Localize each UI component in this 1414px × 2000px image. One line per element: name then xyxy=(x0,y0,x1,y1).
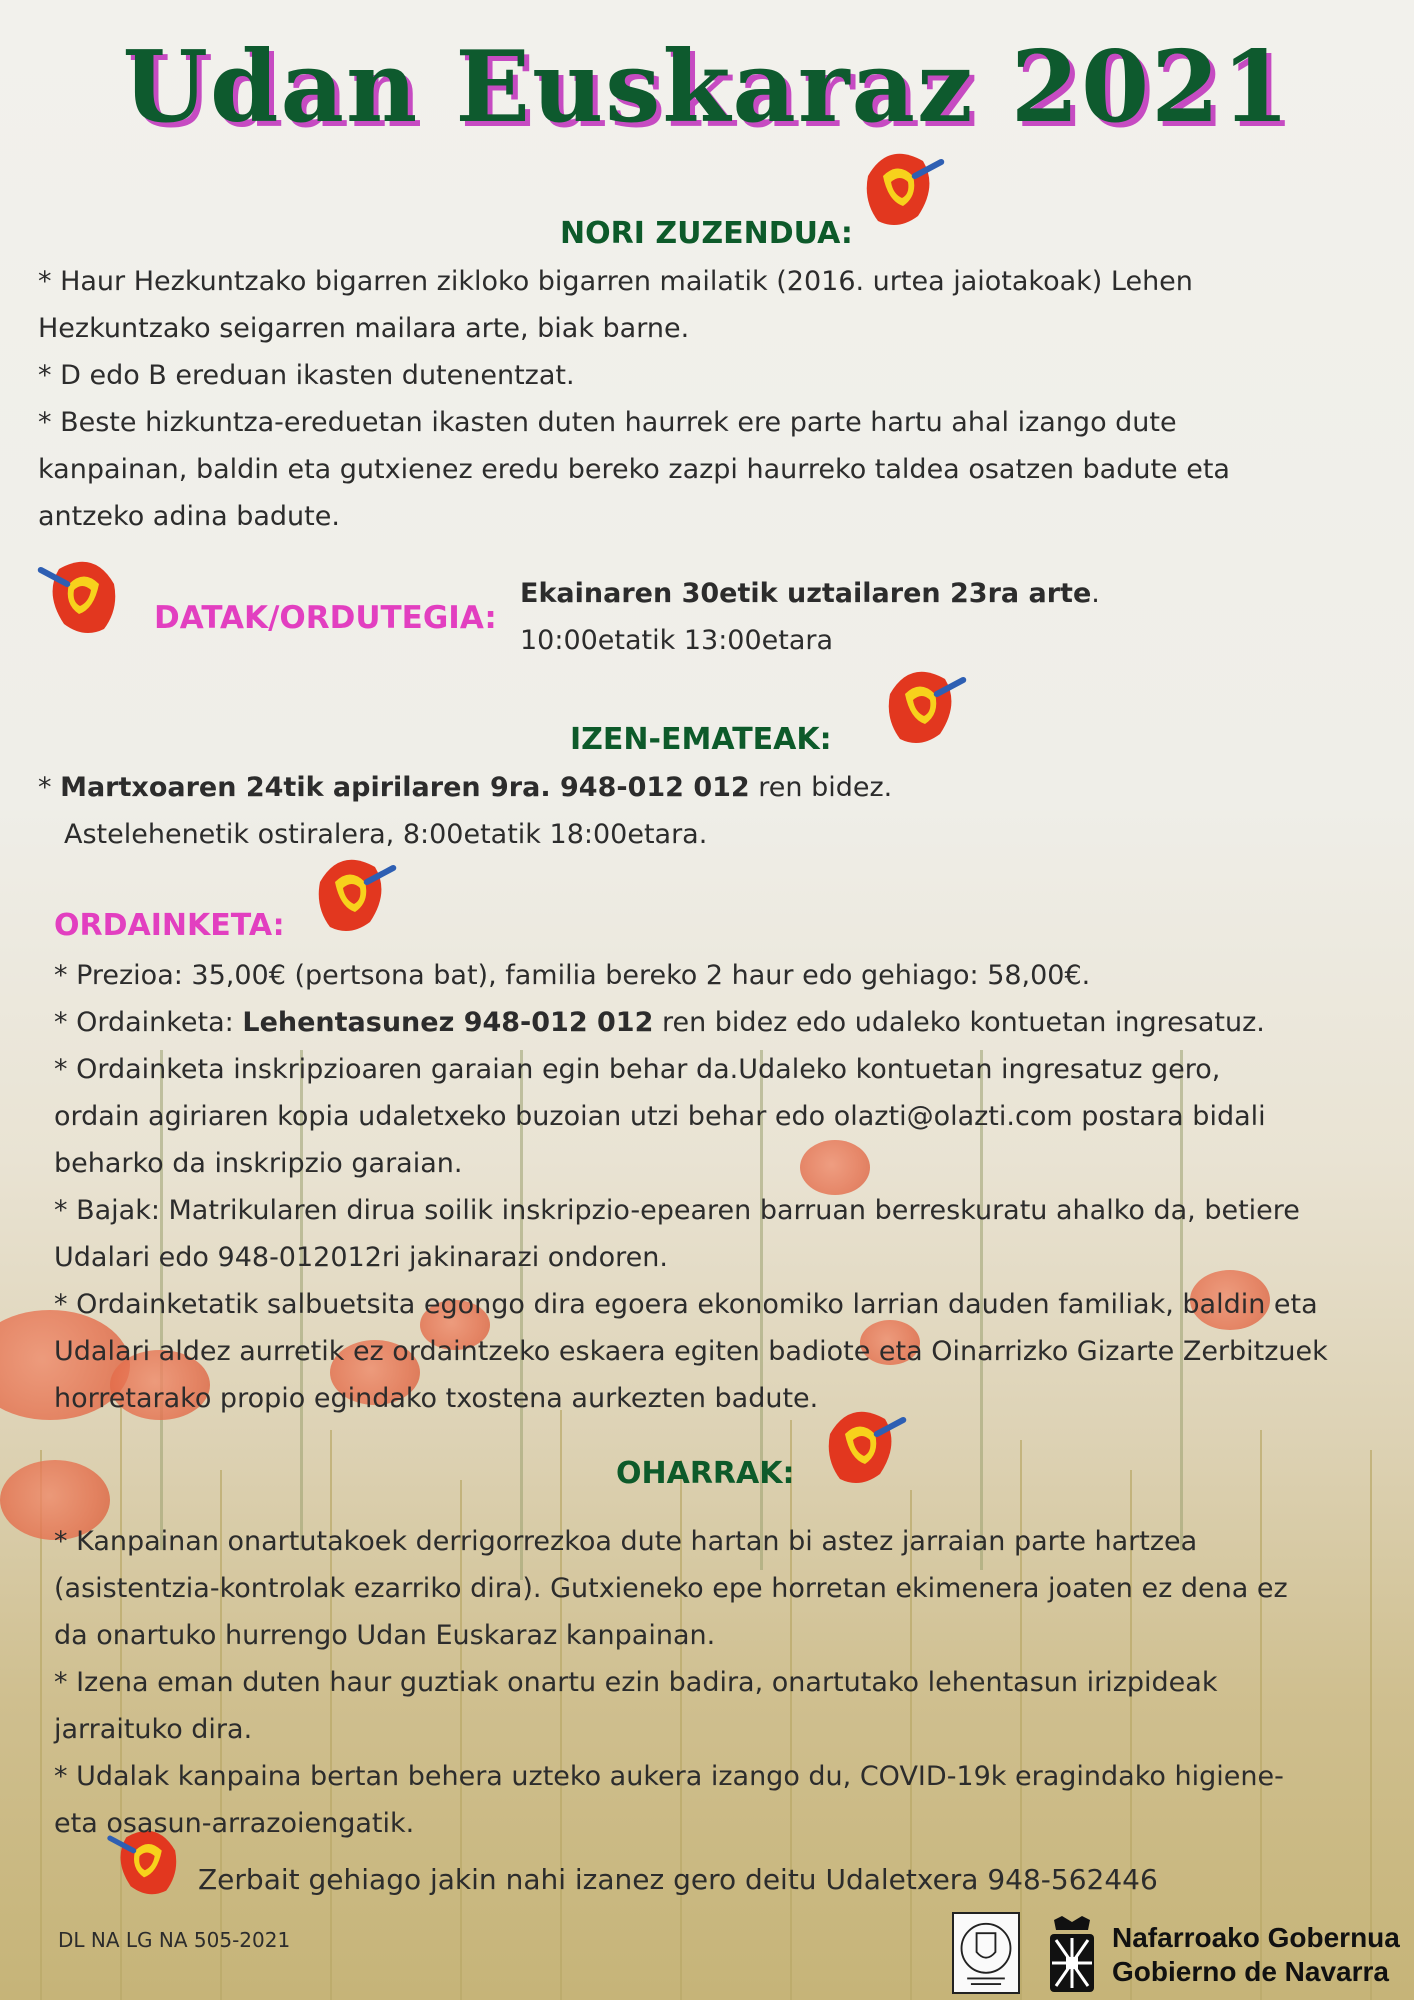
ordainketa-line: * Ordainketa inskripzioaren garaian egin behar da.Udaleko kontuetan ingresatuz gero, xyxy=(54,1054,1221,1085)
nori-line: Hezkuntzako seigarren mailara arte, biak barne. xyxy=(38,313,690,344)
gov-name-eu: Nafarroako Gobernua xyxy=(1112,1922,1400,1953)
ordainketa-body xyxy=(54,952,1404,1422)
ordainketa-line: * Ordainketa: Lehentasunez 948-012 012 ren bidez edo udaleko kontuetan ingresatuz. xyxy=(54,1007,1265,1038)
page-title: Udan Euskaraz 2021 xyxy=(122,30,1292,145)
nori-line: antzeko adina badute. xyxy=(38,501,340,532)
ordainketa-line: ordain agiriaren kopia udaletxeko buzoian utzi behar edo olazti@olazti.com postara bidali xyxy=(54,1101,1266,1132)
oharrak-line: * Kanpainan onartutakoek derrigorrezkoa dute hartan bi astez jarraian parte hartzea xyxy=(54,1526,1198,1557)
oharrak-line: * Izena eman duten haur guztiak onartu ezin badira, onartutako lehentasun irizpideak xyxy=(54,1667,1218,1698)
oharrak-line: da onartuko hurrengo Udan Euskaraz kanpainan. xyxy=(54,1620,716,1651)
contact-line: Zerbait gehiago jakin nahi izanez gero deitu Udaletxera 948-562446 xyxy=(198,1863,1158,1896)
nori-line: * Beste hizkuntza-ereduetan ikasten duten haurrek ere parte hartu ahal izango dute xyxy=(38,407,1177,438)
legal-deposit: DL NA LG NA 505-2021 xyxy=(58,1928,291,1952)
izen-body xyxy=(38,764,1398,858)
spinning-top-icon xyxy=(34,554,124,644)
municipal-seal-emblem xyxy=(954,1914,1018,1992)
ordainketa-line: Udalari aldez aurretik ez ordaintzeko eskaera egiten badiote eta Oinarrizko Gizarte Zerbitzuek xyxy=(54,1336,1328,1367)
izen-line: * Martxoaren 24tik apirilaren 9ra. 948-012 012 ren bidez. xyxy=(38,772,893,803)
section-heading-izen: IZEN-EMATEAK: xyxy=(570,722,832,757)
nori-line: kanpainan, baldin eta gutxienez eredu bereko zazpi haurreko taldea osatzen badute eta xyxy=(38,454,1230,485)
ordainketa-line: beharko da inskripzio garaian. xyxy=(54,1148,463,1179)
datak-hours: 10:00etatik 13:00etara xyxy=(520,625,834,656)
ordainketa-line: horretarako propio egindako txostena aurkezten badute. xyxy=(54,1383,819,1414)
gobierno-navarra-logo xyxy=(1042,1910,1414,2000)
section-heading-oharrak: OHARRAK: xyxy=(616,1456,795,1491)
oharrak-line: * Udalak kanpaina bertan behera uzteko aukera izango du, COVID-19k eragindako higiene- xyxy=(54,1761,1284,1792)
section-heading-datak: DATAK/ORDUTEGIA: xyxy=(154,600,497,636)
oharrak-line: eta osasun-arrazoiengatik. xyxy=(54,1808,415,1839)
oharrak-line: jarraituko dira. xyxy=(54,1714,253,1745)
oharrak-body xyxy=(54,1518,1404,1847)
datak-body xyxy=(520,570,1380,664)
datak-dates: Ekainaren 30etik uztailaren 23ra arte. xyxy=(520,578,1100,609)
spinning-top-icon xyxy=(858,146,948,236)
spinning-top-icon xyxy=(880,664,970,754)
municipal-seal xyxy=(952,1912,1020,1994)
spinning-top-icon xyxy=(310,852,400,942)
nori-line: * D edo B ereduan ikasten dutenentzat. xyxy=(38,360,575,391)
ordainketa-line: * Ordainketatik salbuetsita egongo dira egoera ekonomiko larrian dauden familiak, baldin eta xyxy=(54,1289,1318,1320)
izen-line: Astelehenetik ostiralera, 8:00etatik 18:00etara. xyxy=(64,819,708,850)
navarra-crest-icon xyxy=(1044,1916,1100,1996)
section-heading-ordainketa: ORDAINKETA: xyxy=(54,908,285,943)
nori-body xyxy=(38,258,1398,540)
nori-line: * Haur Hezkuntzako bigarren zikloko bigarren mailatik (2016. urtea jaiotakoak) Lehen xyxy=(38,266,1193,297)
gov-name-es: Gobierno de Navarra xyxy=(1112,1956,1389,1987)
oharrak-line: (asistentzia-kontrolak ezarriko dira). Gutxieneko epe horretan ekimenera joaten ez dena ez xyxy=(54,1573,1288,1604)
ordainketa-line: Udalari edo 948-012012ri jakinarazi ondoren. xyxy=(54,1242,668,1273)
section-heading-nori: NORI ZUZENDUA: xyxy=(560,216,853,251)
ordainketa-line: * Bajak: Matrikularen dirua soilik inskripzio-epearen barruan berreskuratu ahalko da, betiere xyxy=(54,1195,1300,1226)
ordainketa-line: * Prezioa: 35,00€ (pertsona bat), familia bereko 2 haur edo gehiago: 58,00€. xyxy=(54,960,1091,991)
